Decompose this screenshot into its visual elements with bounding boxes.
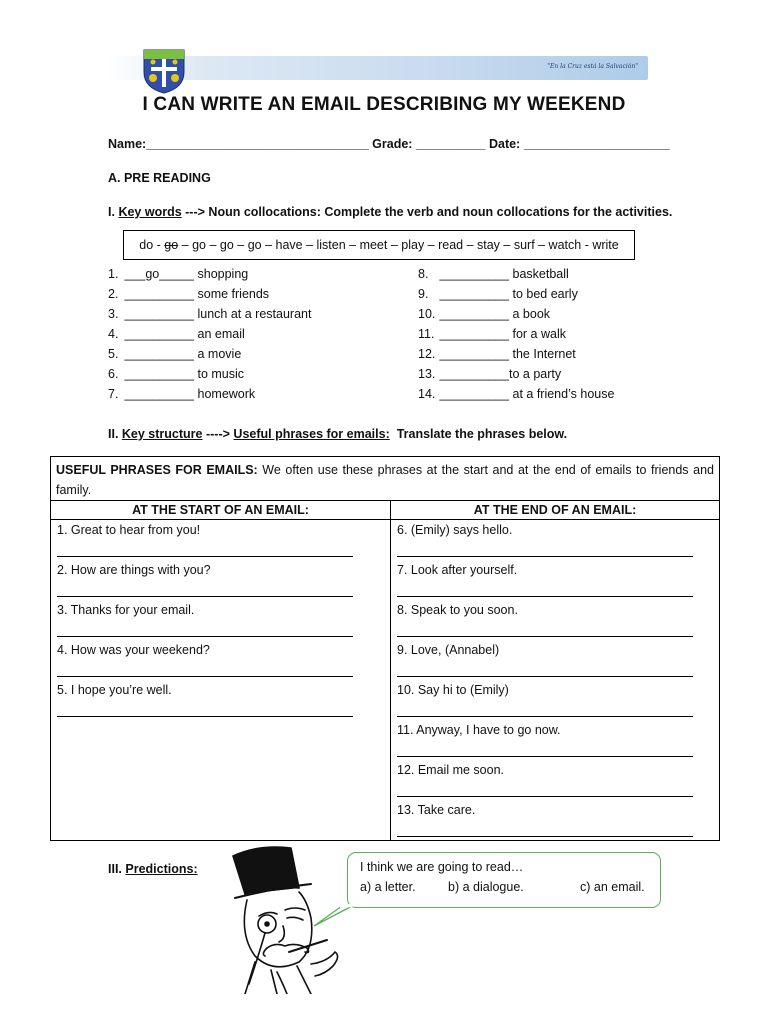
phrase-item: 8. Speak to you soon. [397, 603, 518, 617]
speech-bubble-tail [300, 882, 360, 932]
grade-field[interactable]: __________ [415, 137, 486, 151]
answer-blank[interactable]: __________ [439, 367, 510, 381]
translation-blank[interactable] [57, 620, 377, 640]
list-item: 1. ___go_____ shopping [108, 267, 249, 281]
header-banner [108, 56, 648, 80]
answer-blank[interactable]: __________ [439, 287, 510, 301]
start-phrases-list [57, 520, 377, 720]
answer-blank[interactable]: __________ [439, 307, 510, 321]
translation-blank[interactable] [397, 660, 717, 680]
answer-blank[interactable]: ___go_____ [124, 267, 195, 281]
translation-blank[interactable] [57, 580, 377, 600]
answer-blank[interactable]: __________ [124, 327, 195, 341]
word-bank-first: do - [139, 238, 165, 252]
translation-blank[interactable] [397, 740, 717, 760]
collocations-right-column [418, 264, 614, 404]
key-words-arrow: ---> [185, 205, 205, 219]
list-item: 10. __________ a book [418, 307, 551, 321]
predictions-numeral: III. [108, 862, 122, 876]
list-item: 4. __________ an email [108, 327, 245, 341]
prediction-question: I think we are going to read… [360, 860, 524, 874]
key-words-text: Noun collocations: Complete the verb and noun collocations for the activities. [208, 205, 673, 219]
phrase-item: 10. Say hi to (Emily) [397, 683, 509, 697]
table-intro [56, 460, 714, 500]
table-intro-heading: USEFUL PHRASES FOR EMAILS: [56, 463, 258, 477]
list-item: 9. __________ to bed early [418, 287, 578, 301]
word-bank-rest: – go – go – go – have – listen – meet – play – read – stay – surf – watch - write [178, 238, 619, 252]
word-bank-struck-word: go [164, 238, 179, 252]
list-item: 6. __________ to music [108, 367, 245, 381]
key-structure-label: Key structure [121, 427, 203, 441]
option-b[interactable]: b) a dialogue. [448, 880, 524, 894]
student-info-row [108, 137, 670, 151]
list-item: 2. __________ some friends [108, 287, 270, 301]
phrase-item: 7. Look after yourself. [397, 563, 518, 577]
translation-blank[interactable] [397, 780, 717, 800]
translation-blank[interactable] [57, 540, 377, 560]
option-c[interactable]: c) an email. [580, 880, 645, 894]
key-words-label: Key words [118, 205, 182, 219]
translation-blank[interactable] [397, 540, 717, 560]
translation-blank[interactable] [397, 620, 717, 640]
list-item: 11. __________ for a walk [418, 327, 566, 341]
name-field[interactable]: ________________________________ [146, 137, 369, 151]
phrase-item: 1. Great to hear from you! [57, 523, 201, 537]
answer-blank[interactable]: __________ [124, 387, 195, 401]
answer-blank[interactable]: __________ [439, 387, 510, 401]
answer-blank[interactable]: __________ [124, 287, 195, 301]
option-a[interactable]: a) a letter. [360, 880, 416, 894]
list-item: 14. __________ at a friend’s house [418, 387, 615, 401]
predictions-title: Predictions: [125, 862, 198, 876]
translation-blank[interactable] [397, 820, 717, 840]
phrase-item: 3. Thanks for your email. [57, 603, 195, 617]
list-item: 7. __________ homework [108, 387, 256, 401]
phrase-item: 2. How are things with you? [57, 563, 211, 577]
list-item: 13. __________to a party [418, 367, 562, 381]
answer-blank[interactable]: __________ [439, 327, 510, 341]
answer-blank[interactable]: __________ [439, 267, 510, 281]
school-motto: "En la Cruz está la Salvación" [547, 63, 638, 70]
list-item: 12. __________ the Internet [418, 347, 576, 361]
translation-blank[interactable] [397, 700, 717, 720]
collocations-left-column [108, 264, 311, 404]
phrase-item: 13. Take care. [397, 803, 476, 817]
key-words-instruction [108, 205, 672, 219]
section-a-title: A. PRE READING [108, 171, 211, 185]
date-field[interactable]: _____________________ [523, 137, 670, 151]
school-crest-icon [140, 48, 188, 94]
word-bank-box [123, 230, 635, 260]
answer-blank[interactable]: __________ [124, 307, 195, 321]
page-title: I CAN WRITE AN EMAIL DESCRIBING MY WEEKEND [142, 94, 626, 115]
answer-blank[interactable]: __________ [439, 347, 510, 361]
date-label: Date: [488, 137, 521, 151]
key-structure-instruction [108, 427, 567, 441]
translation-blank[interactable] [57, 660, 377, 680]
phrase-item: 5. I hope you’re well. [57, 683, 172, 697]
column-header-end: AT THE END OF AN EMAIL: [473, 503, 637, 517]
phrase-item: 11. Anyway, I have to go now. [397, 723, 561, 737]
column-header-start: AT THE START OF AN EMAIL: [132, 503, 309, 517]
table-intro-text: We often use these phrases at the start and at the end of emails to friends and family. [56, 463, 714, 497]
end-phrases-list [397, 520, 717, 840]
key-structure-arrow: ----> [205, 427, 230, 441]
answer-blank[interactable]: __________ [124, 367, 195, 381]
speech-bubble [347, 852, 661, 908]
phrase-item: 12. Email me soon. [397, 763, 504, 777]
answer-blank[interactable]: __________ [124, 347, 195, 361]
list-item: 5. __________ a movie [108, 347, 242, 361]
key-words-numeral: I. [108, 205, 115, 219]
key-structure-sublabel: Useful phrases for emails: [233, 427, 390, 441]
useful-phrases-table [50, 456, 720, 841]
key-structure-numeral: II. [108, 427, 119, 441]
list-item: 3. __________ lunch at a restaurant [108, 307, 312, 321]
table-column-divider [390, 500, 391, 840]
key-structure-text: Translate the phrases below. [396, 427, 568, 441]
grade-label: Grade: [372, 137, 413, 151]
translation-blank[interactable] [397, 580, 717, 600]
list-item: 8. __________ basketball [418, 267, 569, 281]
phrase-item: 6. (Emily) says hello. [397, 523, 513, 537]
translation-blank[interactable] [57, 700, 377, 720]
phrase-item: 9. Love, (Annabel) [397, 643, 500, 657]
predictions-label [108, 862, 198, 876]
phrase-item: 4. How was your weekend? [57, 643, 210, 657]
name-label: Name: [108, 137, 147, 151]
